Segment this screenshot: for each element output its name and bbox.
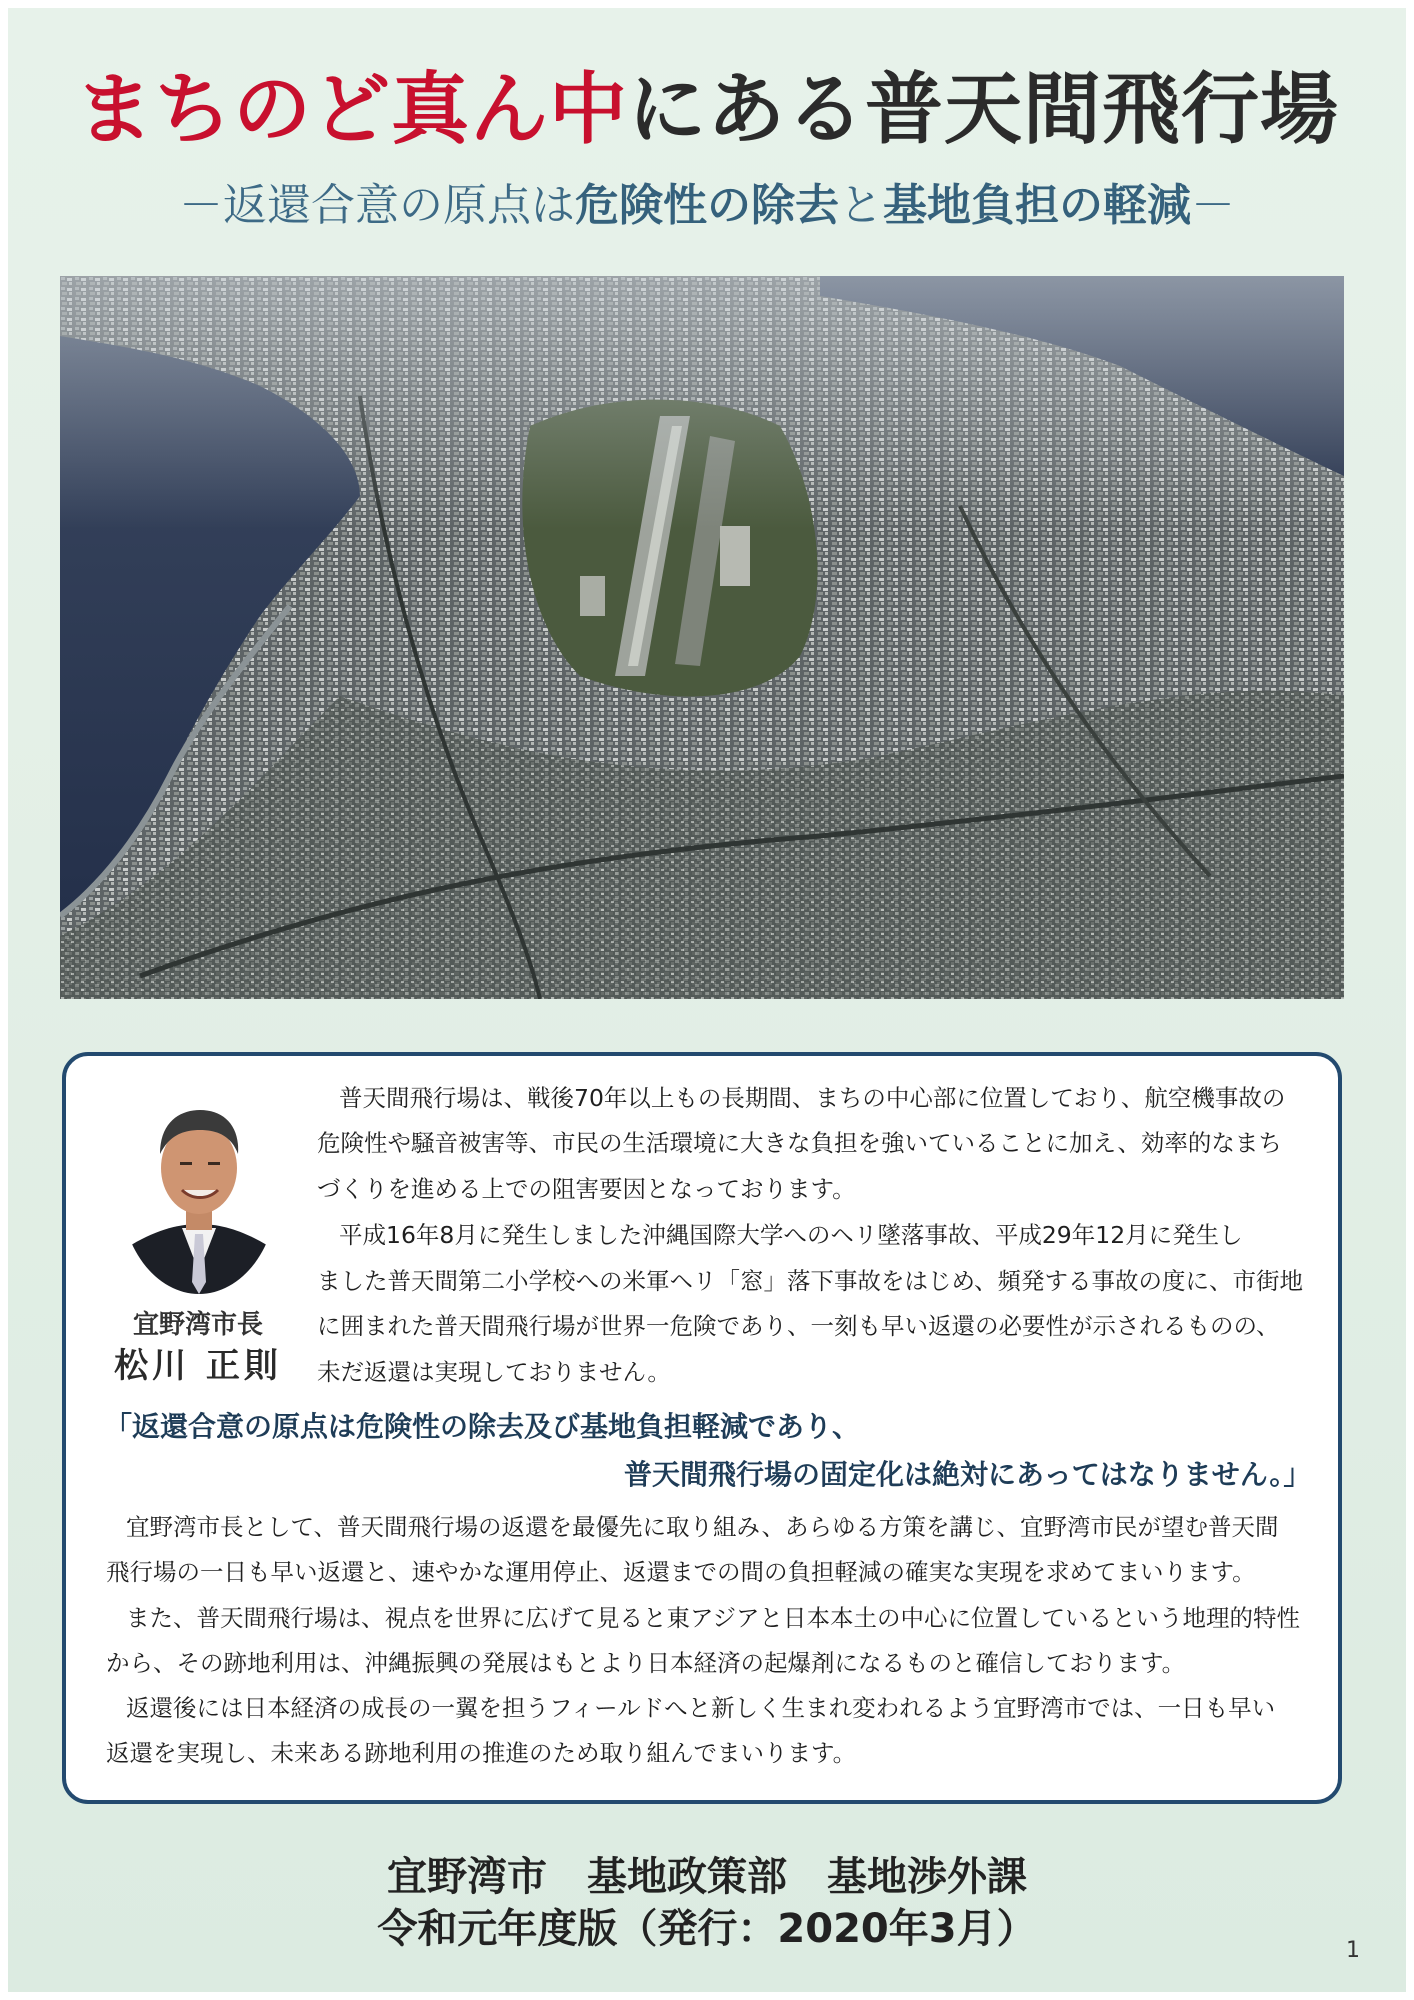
body-line: ました普天間第二小学校への米軍ヘリ「窓」落下事故をはじめ、頻発する事故の度に、市街地 [317,1267,1304,1295]
mayor-portrait [120,1082,278,1294]
footer-department: 宜野湾市 基地政策部 基地渉外課 [387,1854,1027,1900]
body-line: 危険性や騒音被害等、市民の生活環境に大きな負担を強いていることに加え、効率的なまち [317,1129,1282,1157]
quote-line-1: 「返還合意の原点は危険性の除去及び基地負担軽減であり、 [104,1410,861,1443]
body-line: また、普天間飛行場は、視点を世界に広げて見ると東アジアと日本本土の中心に位置しているという地理的特性 [126,1604,1301,1632]
page-subtitle [0,178,1414,234]
quote-line-2: 普天間飛行場の固定化は絶対にあってはなりません。」 [624,1458,1312,1491]
body-line: に囲まれた普天間飛行場が世界一危険であり、一刻も早い返還の必要性が示されるものの、 [317,1312,1280,1340]
page-title [0,62,1414,158]
body-line: 飛行場の一日も早い返還と、速やかな運用停止、返還までの間の負担軽減の確実な実現を求めてまいります。 [106,1558,1256,1586]
body-line: づくりを進める上での阻害要因となっております。 [317,1175,856,1203]
title-rest: にある普天間飛行場 [628,65,1340,155]
body-line: 宜野湾市長として、普天間飛行場の返還を最優先に取り組み、あらゆる方策を講じ、宜野湾市民が望む普天間 [126,1513,1279,1541]
subtitle-tail: － [1191,180,1235,231]
body-line: 未だ返還は実現しておりません。 [317,1358,671,1386]
subtitle-emphasis-1: 危険性の除去 [575,180,839,231]
body-line: から、その跡地利用は、沖縄振興の発展はもとより日本経済の起爆剤になるものと確信しております。 [106,1649,1186,1677]
body-line: 平成16年8月に発生しました沖縄国際大学へのヘリ墜落事故、平成29年12月に発生し [339,1221,1243,1249]
body-line: 普天間飛行場は、戦後70年以上もの長期間、まちの中心部に位置しており、航空機事故の [339,1084,1286,1112]
aerial-photo [60,276,1344,999]
mayor-name: 松川 正則 [114,1346,282,1386]
mayor-title: 宜野湾市長 [132,1310,263,1340]
footer-edition: 令和元年度版（発行：2020年3月） [377,1906,1037,1952]
body-line: 返還を実現し、未来ある跡地利用の推進のため取り組んでまいります。 [106,1739,857,1767]
body-line: 返還後には日本経済の成長の一翼を担うフィールドへと新しく生まれ変われるよう宜野湾市では、一日も早い [126,1694,1276,1722]
title-highlight: まちのど真ん中 [74,65,628,155]
subtitle-mid: と [839,180,883,231]
subtitle-emphasis-2: 基地負担の軽減 [883,180,1191,231]
page-number: 1 [1346,1938,1360,1963]
subtitle-lead: －返還合意の原点は [179,180,575,231]
